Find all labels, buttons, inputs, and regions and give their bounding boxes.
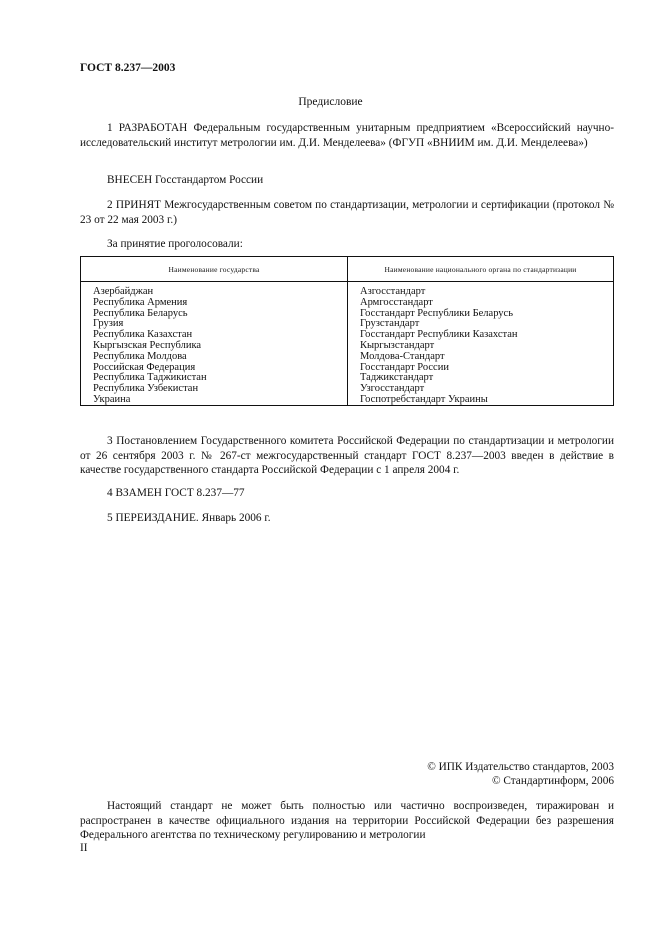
state-item: Республика Таджикистан — [93, 372, 207, 384]
copyright-line: © ИПК Издательство стандартов, 2003 — [427, 761, 614, 773]
paragraph-developed: 1 РАЗРАБОТАН Федеральным государственным унитарным предприятием «Всероссийский научно-исследовательский институт метрологии им. Д.И. Менделеева» (ФГУП «ВНИИМ им. Д.И. Менделеева») — [80, 122, 614, 149]
column-header-body: Наименование национального органа по стандартизации — [348, 257, 614, 282]
page-number: II — [80, 842, 88, 854]
document-code: ГОСТ 8.237—2003 — [80, 62, 176, 74]
states-column — [81, 282, 348, 406]
state-item: Азербайджан — [93, 286, 154, 297]
state-item: Украина — [93, 393, 131, 405]
paragraph-introduced: ВНЕСЕН Госстандартом России — [107, 174, 264, 186]
copyright-line: © Стандартинформ, 2006 — [491, 775, 614, 787]
voted-label: За принятие проголосовали: — [107, 238, 243, 250]
state-item: Республика Молдова — [93, 350, 187, 362]
paragraph-enacted: 3 Постановлением Государственного комитета Российской Федерации по стандартизации и метрологии от 26 сентября 2003 г. № 267-ст межгосударственный стандарт ГОСТ 8.237—2003 введен в действие в качестве государственного стандарта Российской Федерации с 1 апреля 2004 г. — [80, 435, 614, 476]
body-item: Кыргызстандарт — [360, 339, 435, 351]
body-item: Таджикстандарт — [360, 372, 434, 384]
state-item: Кыргызская Республика — [93, 339, 202, 351]
body-item: Грузстандарт — [360, 318, 420, 330]
paragraph-adopted: 2 ПРИНЯТ Межгосударственным советом по стандартизации, метрологии и сертификации (протокол № 23 от 22 мая 2003 г.) — [80, 199, 614, 226]
body-item: Узгосстандарт — [360, 383, 425, 395]
body-item: Госстандарт России — [360, 361, 449, 373]
column-header-state: Наименование государства — [81, 257, 348, 282]
body-item: Госстандарт Республики Казахстан — [360, 329, 518, 341]
copyright-notice: Настоящий стандарт не может быть полностью или частично воспроизведен, тиражирован и распространен в качестве официального издания на территории Российской Федерации без разрешения Федерального агентства по техническому регулированию и метрологии — [80, 800, 614, 841]
paragraph-replaces: 4 ВЗАМЕН ГОСТ 8.237—77 — [107, 487, 245, 499]
voting-table — [80, 256, 614, 406]
state-item: Республика Армения — [93, 296, 188, 308]
body-item: Азгосстандарт — [360, 286, 426, 297]
state-item: Республика Беларусь — [93, 307, 188, 319]
paragraph-reissue: 5 ПЕРЕИЗДАНИЕ. Январь 2006 г. — [107, 512, 271, 524]
state-item: Российская Федерация — [93, 361, 196, 373]
body-item: Госпотребстандарт Украины — [360, 393, 488, 405]
body-item: Молдова-Стандарт — [360, 350, 445, 362]
state-item: Республика Казахстан — [93, 329, 193, 341]
state-item: Республика Узбекистан — [93, 383, 199, 395]
body-item: Госстандарт Республики Беларусь — [360, 307, 514, 319]
state-item: Грузия — [93, 318, 124, 330]
section-title: Предисловие — [298, 96, 363, 108]
body-item: Армгосстандарт — [360, 296, 433, 308]
bodies-column — [348, 282, 614, 406]
